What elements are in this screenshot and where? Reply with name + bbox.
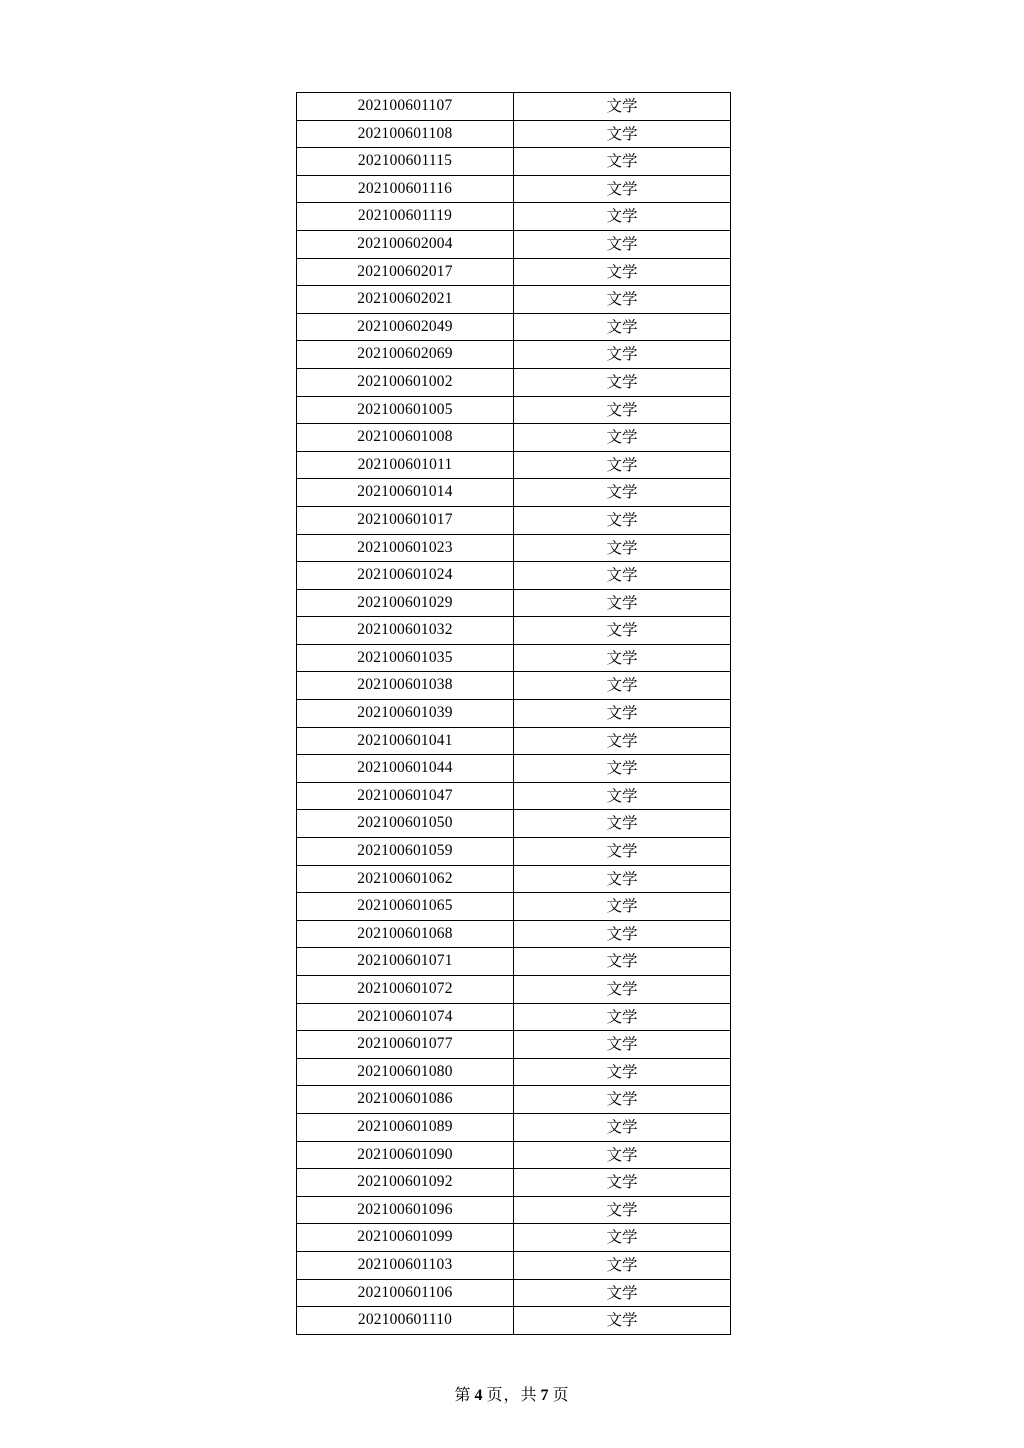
- cell-major: 文学: [514, 1113, 731, 1141]
- footer-middle: 页，共: [486, 1385, 538, 1404]
- table-row: [297, 1058, 731, 1086]
- table-row: [297, 1086, 731, 1114]
- cell-major: 文学: [514, 562, 731, 590]
- table-row: [297, 1169, 731, 1197]
- table-row: [297, 920, 731, 948]
- cell-major: 文学: [514, 203, 731, 231]
- cell-candidate-id: 202100602049: [297, 313, 514, 341]
- table-row: [297, 506, 731, 534]
- table-row: [297, 865, 731, 893]
- cell-major: 文学: [514, 976, 731, 1004]
- cell-major: 文学: [514, 479, 731, 507]
- cell-major: 文学: [514, 672, 731, 700]
- table-row: [297, 838, 731, 866]
- table-row: [297, 1141, 731, 1169]
- cell-major: 文学: [514, 506, 731, 534]
- cell-major: 文学: [514, 1224, 731, 1252]
- cell-candidate-id: 202100601050: [297, 810, 514, 838]
- cell-candidate-id: 202100602021: [297, 286, 514, 314]
- table-row: [297, 644, 731, 672]
- cell-major: 文学: [514, 313, 731, 341]
- table-row: [297, 258, 731, 286]
- table-row: [297, 672, 731, 700]
- cell-candidate-id: 202100601072: [297, 976, 514, 1004]
- cell-candidate-id: 202100601077: [297, 1031, 514, 1059]
- cell-candidate-id: 202100602069: [297, 341, 514, 369]
- table-row: [297, 948, 731, 976]
- cell-candidate-id: 202100601103: [297, 1251, 514, 1279]
- cell-major: 文学: [514, 727, 731, 755]
- cell-candidate-id: 202100601086: [297, 1086, 514, 1114]
- table-row: [297, 479, 731, 507]
- table-row: [297, 1031, 731, 1059]
- cell-major: 文学: [514, 1169, 731, 1197]
- table-row: [297, 424, 731, 452]
- table-row: [297, 755, 731, 783]
- table-row: [297, 368, 731, 396]
- cell-candidate-id: 202100601108: [297, 120, 514, 148]
- cell-candidate-id: 202100601116: [297, 175, 514, 203]
- cell-candidate-id: 202100601090: [297, 1141, 514, 1169]
- cell-candidate-id: 202100602004: [297, 230, 514, 258]
- table-row: [297, 562, 731, 590]
- cell-major: 文学: [514, 396, 731, 424]
- table-row: [297, 286, 731, 314]
- table-row: [297, 893, 731, 921]
- cell-major: 文学: [514, 1086, 731, 1114]
- cell-candidate-id: 202100601080: [297, 1058, 514, 1086]
- cell-candidate-id: 202100601008: [297, 424, 514, 452]
- roster-table-container: [296, 92, 728, 1335]
- table-row: [297, 451, 731, 479]
- cell-candidate-id: 202100601005: [297, 396, 514, 424]
- table-row: [297, 203, 731, 231]
- table-row: [297, 727, 731, 755]
- table-row: [297, 148, 731, 176]
- cell-major: 文学: [514, 617, 731, 645]
- table-row: [297, 396, 731, 424]
- cell-candidate-id: 202100601044: [297, 755, 514, 783]
- cell-candidate-id: 202100601035: [297, 644, 514, 672]
- cell-candidate-id: 202100601011: [297, 451, 514, 479]
- cell-major: 文学: [514, 1003, 731, 1031]
- cell-candidate-id: 202100601062: [297, 865, 514, 893]
- cell-major: 文学: [514, 700, 731, 728]
- cell-major: 文学: [514, 1251, 731, 1279]
- cell-candidate-id: 202100601096: [297, 1196, 514, 1224]
- table-row: [297, 1224, 731, 1252]
- cell-major: 文学: [514, 589, 731, 617]
- table-row: [297, 589, 731, 617]
- cell-candidate-id: 202100601041: [297, 727, 514, 755]
- cell-major: 文学: [514, 1031, 731, 1059]
- table-row: [297, 230, 731, 258]
- cell-major: 文学: [514, 1279, 731, 1307]
- table-row: [297, 313, 731, 341]
- cell-candidate-id: 202100601092: [297, 1169, 514, 1197]
- table-row: [297, 341, 731, 369]
- table-row: [297, 810, 731, 838]
- cell-major: 文学: [514, 148, 731, 176]
- cell-candidate-id: 202100601017: [297, 506, 514, 534]
- cell-major: 文学: [514, 424, 731, 452]
- table-row: [297, 1279, 731, 1307]
- cell-major: 文学: [514, 810, 731, 838]
- cell-major: 文学: [514, 1307, 731, 1335]
- roster-table: [296, 92, 731, 1335]
- cell-candidate-id: 202100601115: [297, 148, 514, 176]
- cell-major: 文学: [514, 286, 731, 314]
- table-row: [297, 782, 731, 810]
- cell-major: 文学: [514, 1058, 731, 1086]
- cell-candidate-id: 202100601029: [297, 589, 514, 617]
- table-row: [297, 617, 731, 645]
- table-row: [297, 1003, 731, 1031]
- footer-page-number: 4: [474, 1387, 484, 1404]
- cell-candidate-id: 202100601119: [297, 203, 514, 231]
- cell-candidate-id: 202100602017: [297, 258, 514, 286]
- page-footer: [0, 1382, 1024, 1405]
- table-row: [297, 1307, 731, 1335]
- cell-candidate-id: 202100601099: [297, 1224, 514, 1252]
- table-row: [297, 534, 731, 562]
- cell-major: 文学: [514, 368, 731, 396]
- cell-candidate-id: 202100601024: [297, 562, 514, 590]
- cell-major: 文学: [514, 1141, 731, 1169]
- cell-candidate-id: 202100601059: [297, 838, 514, 866]
- cell-candidate-id: 202100601023: [297, 534, 514, 562]
- cell-candidate-id: 202100601107: [297, 93, 514, 121]
- cell-candidate-id: 202100601032: [297, 617, 514, 645]
- cell-candidate-id: 202100601110: [297, 1307, 514, 1335]
- cell-candidate-id: 202100601071: [297, 948, 514, 976]
- cell-major: 文学: [514, 755, 731, 783]
- cell-major: 文学: [514, 865, 731, 893]
- footer-suffix: 页: [552, 1385, 570, 1404]
- cell-major: 文学: [514, 920, 731, 948]
- cell-major: 文学: [514, 451, 731, 479]
- footer-total-pages: 7: [540, 1387, 550, 1404]
- cell-major: 文学: [514, 893, 731, 921]
- cell-candidate-id: 202100601039: [297, 700, 514, 728]
- cell-major: 文学: [514, 341, 731, 369]
- cell-major: 文学: [514, 230, 731, 258]
- cell-major: 文学: [514, 838, 731, 866]
- cell-major: 文学: [514, 644, 731, 672]
- table-row: [297, 700, 731, 728]
- cell-major: 文学: [514, 948, 731, 976]
- table-row: [297, 1251, 731, 1279]
- cell-candidate-id: 202100601106: [297, 1279, 514, 1307]
- table-row: [297, 175, 731, 203]
- table-row: [297, 1113, 731, 1141]
- cell-candidate-id: 202100601068: [297, 920, 514, 948]
- cell-major: 文学: [514, 93, 731, 121]
- table-row: [297, 1196, 731, 1224]
- cell-candidate-id: 202100601074: [297, 1003, 514, 1031]
- cell-candidate-id: 202100601002: [297, 368, 514, 396]
- cell-major: 文学: [514, 120, 731, 148]
- footer-prefix: 第: [454, 1385, 472, 1404]
- cell-major: 文学: [514, 258, 731, 286]
- table-row: [297, 93, 731, 121]
- cell-candidate-id: 202100601038: [297, 672, 514, 700]
- cell-major: 文学: [514, 782, 731, 810]
- cell-major: 文学: [514, 1196, 731, 1224]
- table-row: [297, 120, 731, 148]
- table-row: [297, 976, 731, 1004]
- cell-candidate-id: 202100601089: [297, 1113, 514, 1141]
- cell-major: 文学: [514, 175, 731, 203]
- cell-candidate-id: 202100601065: [297, 893, 514, 921]
- cell-candidate-id: 202100601047: [297, 782, 514, 810]
- cell-major: 文学: [514, 534, 731, 562]
- cell-candidate-id: 202100601014: [297, 479, 514, 507]
- roster-table-body: [297, 93, 731, 1335]
